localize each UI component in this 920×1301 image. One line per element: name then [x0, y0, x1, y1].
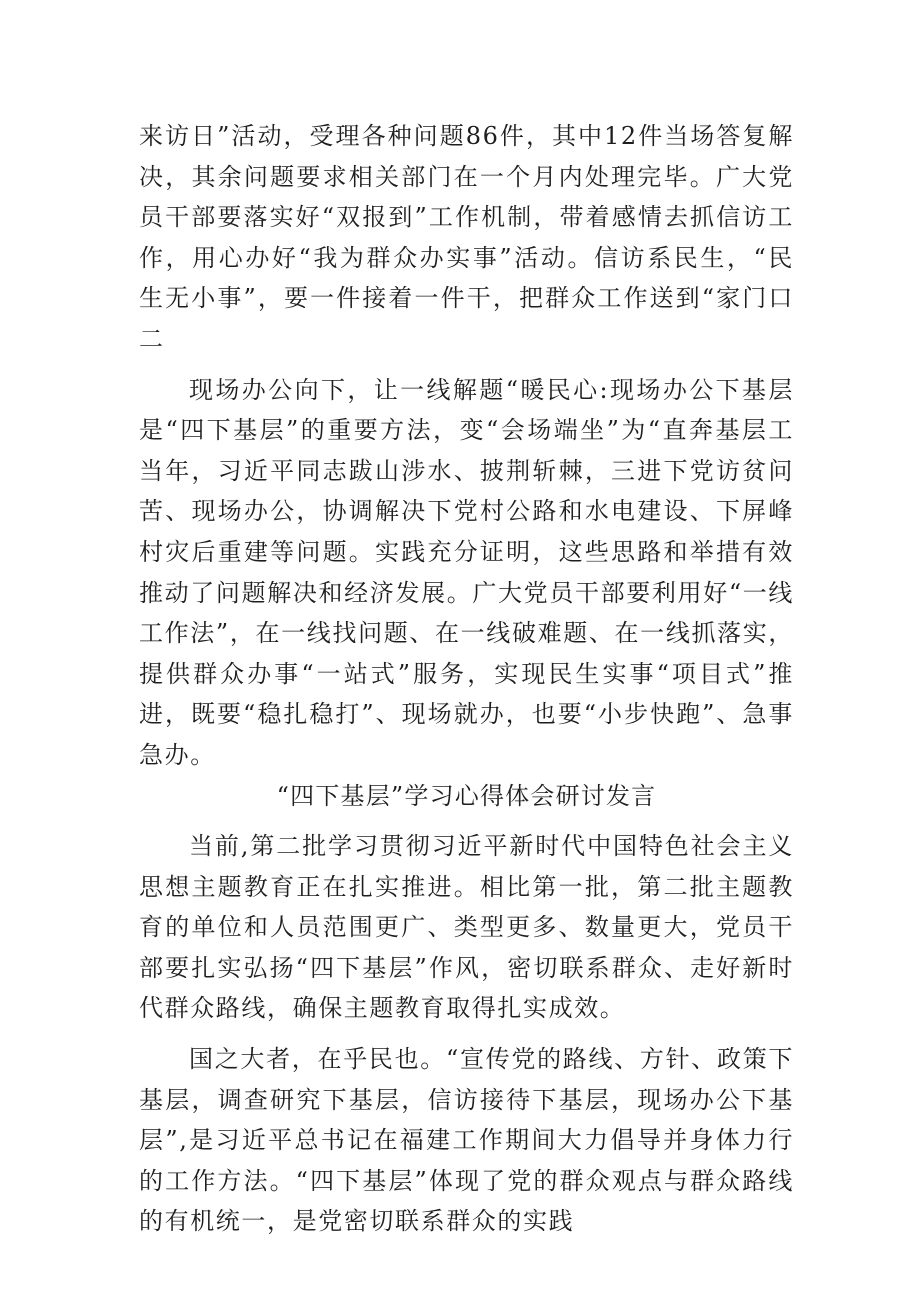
paragraph-2: 现场办公向下，让一线解题“暖民心:现场办公下基层是“四下基层”的重要方法，变“会场端坐”为“直奔基层工当年，习近平同志跋山涉水、披荆斩棘，三进下党访贫问苦、现场办公，协调解决下党村公路和水电建设、下屏峰村灾后重建等问题。实践充分证明，这些思路和举措有效推动了问题解决和经济发展。广大党员干部要利用好“一线工作法”，在一线找问题、在一线破难题、在一线抓落实，提供群众办事“一站式”服务，实现民生实事“项目式”推进，既要“稳扎稳打”、现场就办，也要“小步快跑”、急事急办。	[139, 375, 794, 769]
paragraph-3: 当前,第二批学习贯彻习近平新时代中国特色社会主义思想主题教育正在扎实推进。相比第一批，第二批主题教育的单位和人员范围更广、类型更多、数量更大，党员干部要扎实弘扬“四下基层”作风，密切联系群众、走好新时代群众路线，确保主题教育取得扎实成效。	[139, 832, 794, 1023]
document-body	[139, 116, 794, 1242]
paragraph-1: 来访日”活动，受理各种问题86件，其中12件当场答复解决，其余问题要求相关部门在一个月内处理完毕。广大党员干部要落实好“双报到”工作机制，带着感情去抓信访工作，用心办好“我为群众办实事”活动。信访系民生，“民生无小事”，要一件接着一件干，把群众工作送到“家门口二	[139, 122, 794, 353]
section-heading: “四下基层”学习心得体会研讨发言	[276, 781, 657, 810]
paragraph-4: 国之大者，在乎民也。“宣传党的路线、方针、政策下基层，调查研究下基层，信访接待下基层，现场办公下基层”,是习近平总书记在福建工作期间大力倡导并身体力行的工作方法。“四下基层”体现了党的群众观点与群众路线的有机统一，是党密切联系群众的实践	[139, 1045, 794, 1236]
